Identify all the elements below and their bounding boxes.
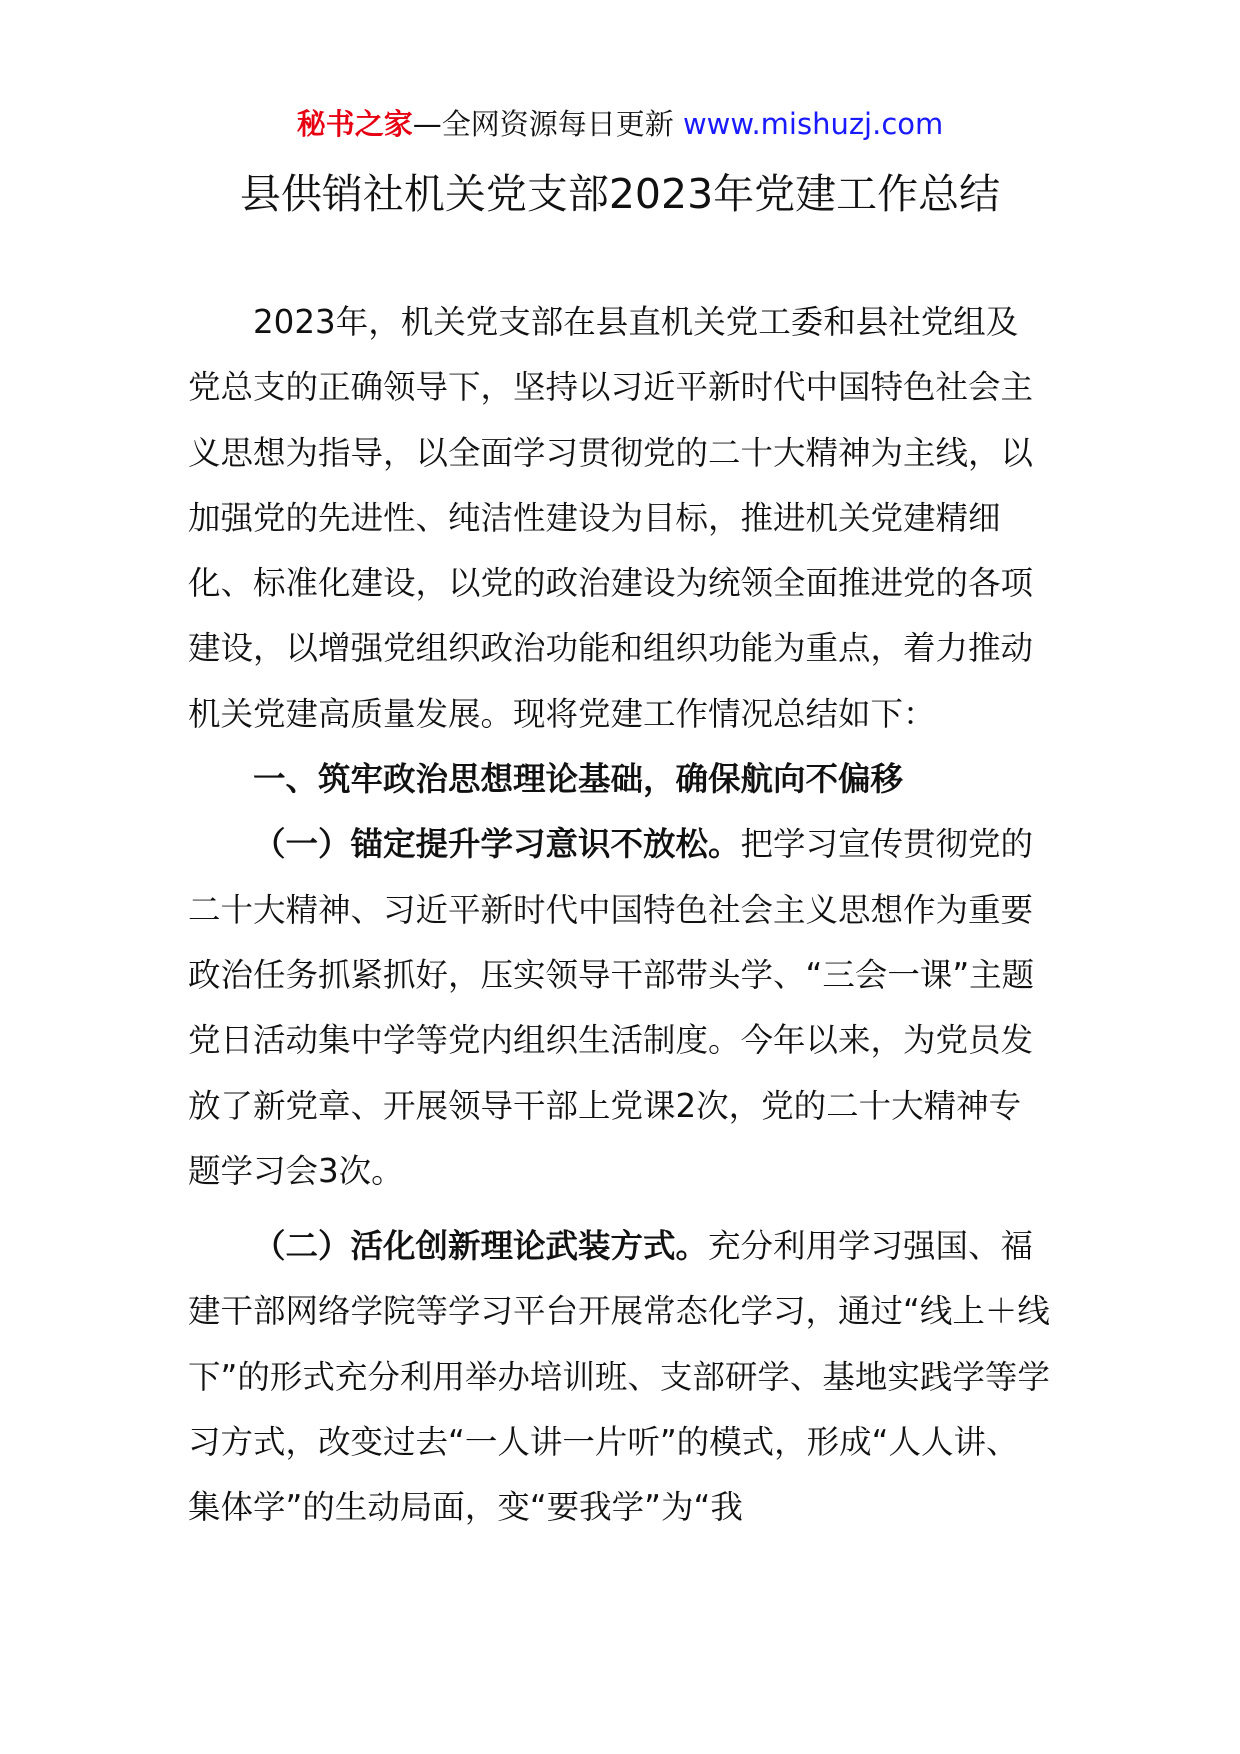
site-url: www.mishuzj.com	[682, 107, 944, 141]
intro-paragraph: 2023年，机关党支部在县直机关党工委和县社党组及党总支的正确领导下，坚持以习近平新时代中国特色社会主义思想为指导，以全面学习贯彻党的二十大精神为主线，以加强党的先进性、纯洁性建设为目标，推进机关党建精细化、标准化建设，以党的政治建设为统领全面推进党的各项建设，以增强党组织政治功能和组织功能为重点，着力推动机关党建高质量发展。现将党建工作情况总结如下：	[188, 303, 1034, 733]
item-text-2: 充分利用学习强国、福建干部网络学院等学习平台开展常态化学习，通过“线上＋线下”的形式充分利用举办培训班、支部研学、基地实践学等学习方式，改变过去“一人讲一片听”的模式，形成“人人讲、集体学”的生动局面，变“要我学”为“我	[188, 1227, 1050, 1527]
header-tagline: —全网资源每日更新	[412, 107, 683, 141]
section-heading-1: 一、筑牢政治思想理论基础，确保航向不偏移	[253, 760, 904, 799]
watermark-header	[0, 102, 1240, 146]
item-paragraph-1	[188, 812, 1050, 1204]
document-title: 县供销社机关党支部2023年党建工作总结	[239, 170, 1001, 218]
item-lead-1: （一）锚定提升学习意识不放松。	[253, 825, 741, 864]
document-body	[188, 290, 1050, 1541]
item-paragraph-2	[188, 1214, 1050, 1540]
item-text-1: 把学习宣传贯彻党的二十大精神、习近平新时代中国特色社会主义思想作为重要政治任务抓紧抓好，压实领导干部带头学、“三会一课”主题党日活动集中学等党内组织生活制度。今年以来，为党员发放了新党章、开展领导干部上党课2次，党的二十大精神专题学习会3次。	[188, 825, 1035, 1190]
paragraph-gap	[188, 1204, 1050, 1214]
item-lead-2: （二）活化创新理论武装方式。	[253, 1227, 709, 1266]
brand-name: 秘书之家	[296, 107, 413, 141]
